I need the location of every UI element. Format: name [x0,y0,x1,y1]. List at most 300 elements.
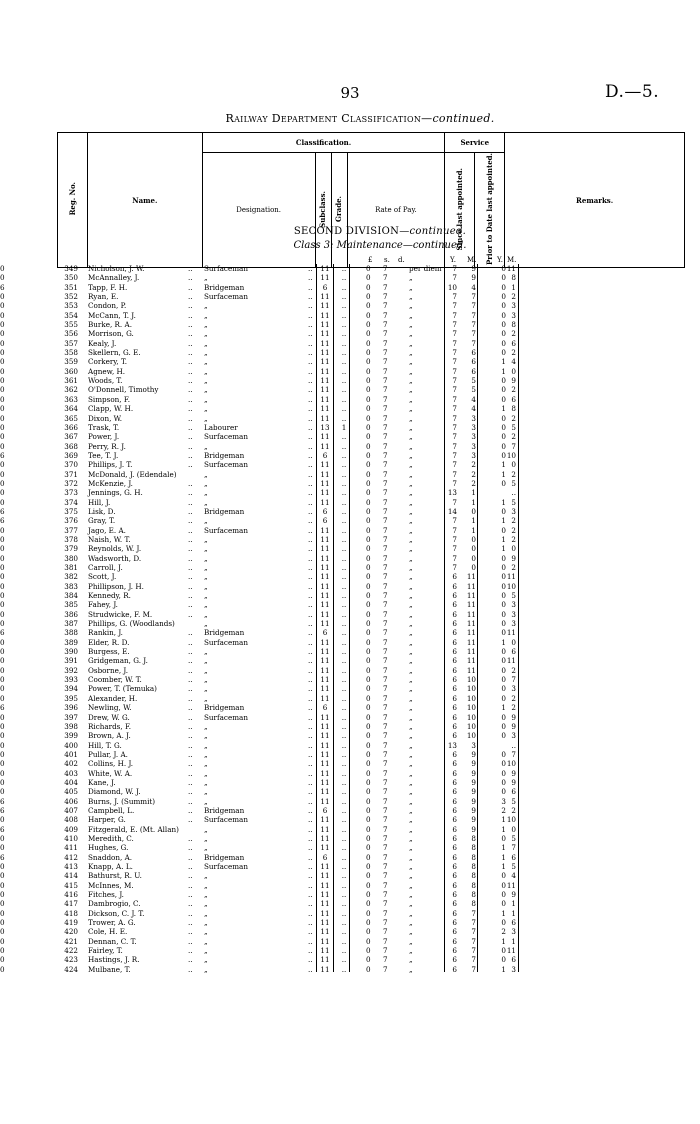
cell-reg-no: 397 [64,712,78,722]
cell-prior-years: 0 [501,955,506,965]
cell-grade: .. [341,366,347,376]
cell-prior-years: 1 [501,852,506,862]
cell-since-months: 11 [466,665,476,675]
cell-rate-pounds: 0 [366,516,371,526]
cell-since-months: 0 [471,563,476,572]
cell-since-years: 7 [452,553,457,563]
cell-reg-no: 400 [64,740,78,750]
cell-prior-years: 1 [501,964,506,974]
cell-rate-unit: „ [409,862,413,871]
cell-rate-unit: „ [409,338,413,348]
cell-since-months: 1 [471,497,476,507]
cell-rate-pounds: 0 [366,534,371,544]
cell-prior-years: 0 [501,731,506,741]
cell-rate-unit: „ [409,563,413,572]
cell-since-years: 6 [452,675,457,685]
cell-name: Carroll, J. [88,563,123,572]
cell-rate-pounds: 0 [366,544,371,554]
cell-subclass: 11 [320,918,330,928]
cell-prior-months: 6 [511,394,516,404]
cell-leader: .. [308,292,313,302]
cell-designation: „ [204,516,208,526]
col-designation: Designation. [202,153,315,268]
table-row [0,787,700,796]
table-row [0,946,700,955]
cell-grade: .. [341,628,347,638]
cell-since-years: 7 [452,394,457,404]
cell-prior-months: 0 [511,824,516,834]
cell-since-years: 14 [447,506,457,516]
cell-prior-years: 0 [501,693,506,703]
cell-prior-months: 11 [506,628,516,638]
cell-since-years: 7 [452,460,457,470]
cell-rate-pounds: 0 [366,460,371,470]
cell-grade: .. [341,656,347,666]
cell-rate-shillings: 7 [383,348,388,358]
cell-leader: .. [308,432,313,442]
cell-rate-shillings: 7 [383,936,388,946]
cell-rate-pence: 6 [0,282,5,292]
cell-prior-months: 3 [511,310,516,320]
table-row [0,619,700,628]
cell-rate-pounds: 0 [366,394,371,404]
cell-leader: .. [308,862,313,871]
cell-rate-pence: 0 [0,955,5,965]
cell-reg-no: 362 [64,385,78,395]
cell-rate-unit: „ [409,376,413,386]
cell-prior-months: 10 [506,815,516,825]
cell-since-months: 5 [471,385,476,395]
cell-rate-pence: 0 [0,581,5,591]
cell-subclass: 11 [320,862,330,871]
cell-rate-unit: „ [409,591,413,601]
cell-rate-unit: „ [409,805,413,815]
cell-name: Diamond, W. J. [88,787,141,797]
cell-since-months: 0 [471,544,476,554]
cell-leader: .. [188,544,193,554]
cell-rate-pence: 0 [0,413,5,423]
cell-subclass: 6 [322,852,328,862]
cell-grade: .. [341,553,347,563]
cell-prior-years: 0 [501,619,506,629]
cell-since-months: 7 [471,320,476,330]
cell-name: Hill, J. [88,497,111,507]
cell-reg-no: 371 [64,469,78,479]
cell-reg-no: 372 [64,478,78,488]
cell-prior-months: 6 [511,852,516,862]
cell-reg-no: 413 [64,862,78,871]
cell-prior-months: 2 [511,665,516,675]
cell-reg-no: 395 [64,693,78,703]
cell-rate-unit: „ [409,497,413,507]
cell-designation: „ [204,348,208,358]
cell-grade: .. [341,282,347,292]
table-row [0,797,700,806]
cell-since-months: 3 [471,740,476,750]
cell-leader: .. [188,908,193,918]
cell-prior-months: 6 [511,918,516,928]
cell-since-years: 6 [452,955,457,965]
cell-designation: „ [204,581,208,591]
cell-name: Drew, W. G. [88,712,130,722]
cell-since-years: 7 [452,292,457,302]
cell-rate-unit: „ [409,301,413,311]
cell-since-years: 6 [452,918,457,928]
cell-rate-pounds: 0 [366,946,371,956]
cell-prior-years: 0 [501,684,506,694]
cell-leader: .. [188,273,193,283]
cell-rate-unit: „ [409,852,413,862]
cell-since-years: 6 [452,824,457,834]
cell-leader: .. [308,534,313,544]
cell-prior-months: 1 [511,908,516,918]
cell-leader: .. [308,441,313,451]
cell-prior-months: 2 [511,525,516,535]
cell-subclass: 11 [320,563,330,572]
table-row [0,965,700,974]
cell-subclass: 6 [322,516,328,526]
cell-rate-unit: „ [409,656,413,666]
cell-leader: .. [188,637,193,647]
cell-rate-shillings: 7 [383,581,388,591]
cell-rate-pounds: 0 [366,292,371,302]
cell-rate-pounds: 0 [366,731,371,741]
cell-leader: .. [188,899,193,909]
cell-rate-unit: „ [409,292,413,302]
cell-since-months: 7 [471,946,476,956]
cell-rate-shillings: 7 [383,946,388,956]
cell-rate-unit: „ [409,703,413,713]
cell-designation: Surfaceman [204,292,248,302]
cell-since-years: 7 [452,348,457,358]
cell-rate-pence: 0 [0,647,5,657]
cell-prior-months: 5 [511,862,516,871]
col-classification: Classification. [202,133,445,153]
cell-prior-years: 0 [501,413,506,423]
cell-rate-pence: 0 [0,591,5,601]
cell-subclass: 11 [320,927,330,937]
cell-name: Gray, T. [88,516,116,526]
cell-rate-shillings: 7 [383,619,388,629]
cell-prior-years: 1 [501,637,506,647]
cell-prior-months: 2 [511,703,516,713]
cell-since-months: 0 [471,534,476,544]
cell-subclass: 11 [320,441,330,451]
cell-designation: Bridgeman [204,282,245,292]
cell-subclass: 11 [320,712,330,722]
cell-designation: Surfaceman [204,432,248,442]
cell-leader: .. [188,394,193,404]
cell-rate-unit: „ [409,955,413,965]
cell-since-months: 11 [466,619,476,629]
cell-prior-months: 5 [511,796,516,806]
cell-since-months: 2 [471,469,476,479]
cell-subclass: 11 [320,273,330,283]
cell-name: Jago, E. A. [88,525,126,535]
cell-rate-pence: 0 [0,787,5,797]
cell-rate-shillings: 7 [383,703,388,713]
cell-name: Naish, W. T. [88,534,131,544]
table-row [0,731,700,740]
cell-rate-pence: 0 [0,946,5,956]
cell-rate-pence: 0 [0,927,5,937]
cell-rate-pounds: 0 [366,366,371,376]
cell-leader: .. [308,329,313,339]
cell-prior-months: 2 [511,432,516,442]
cell-rate-shillings: 7 [383,404,388,414]
cell-prior-months: 11 [506,880,516,890]
cell-rate-pounds: 0 [366,348,371,358]
cell-grade: .. [341,329,347,339]
table-row [0,357,700,366]
table-row [0,899,700,908]
cell-leader: .. [308,273,313,283]
table-row [0,385,700,394]
cell-grade: .. [341,675,347,685]
cell-name: Kane, J. [88,777,116,787]
cell-prior-months: 3 [511,600,516,610]
cell-name: Mulbane, T. [88,964,131,974]
cell-rate-unit: „ [409,320,413,330]
cell-reg-no: 359 [64,357,78,367]
cell-rate-pounds: 0 [366,675,371,685]
cell-since-months: 11 [466,637,476,647]
cell-leader: .. [188,918,193,928]
cell-since-years: 6 [452,656,457,666]
cell-reg-no: 407 [64,805,78,815]
cell-prior-years: 1 [501,516,506,526]
cell-prior-years: 1 [501,843,506,853]
cell-rate-pounds: 0 [366,871,371,881]
cell-grade: .. [341,534,347,544]
cell-leader: .. [188,264,193,273]
cell-grade: .. [341,927,347,937]
cell-rate-shillings: 7 [383,805,388,815]
cell-prior-months: 5 [511,478,516,488]
cell-rate-pounds: 0 [366,506,371,516]
cell-grade: .. [341,908,347,918]
cell-subclass: 11 [320,684,330,694]
cell-reg-no: 358 [64,348,78,358]
cell-prior-months: 9 [511,553,516,563]
cell-name: Richards, F. [88,721,132,731]
unit-years-2: Y. [497,256,503,264]
cell-rate-shillings: 7 [383,665,388,675]
cell-rate-pounds: 0 [366,357,371,367]
cell-rate-pounds: 0 [366,936,371,946]
cell-reg-no: 403 [64,768,78,778]
cell-name: Ryan, E. [88,292,119,302]
cell-since-years: 7 [452,385,457,395]
table-row [0,488,700,497]
cell-since-months: 4 [471,404,476,414]
cell-rate-shillings: 7 [383,413,388,423]
cell-leader: .. [188,591,193,601]
cell-reg-no: 408 [64,815,78,825]
cell-name: Osborne, J. [88,665,129,675]
cell-prior-years: 0 [501,665,506,675]
cell-reg-no: 381 [64,563,78,572]
cell-since-years: 6 [452,927,457,937]
cell-designation: „ [204,768,208,778]
cell-reg-no: 382 [64,572,78,582]
cell-rate-pence: 6 [0,516,5,526]
cell-designation: „ [204,366,208,376]
cell-rate-pounds: 0 [366,684,371,694]
cell-since-months: 11 [466,572,476,582]
cell-leader: .. [188,787,193,797]
cell-subclass: 11 [320,497,330,507]
cell-grade: .. [341,871,347,881]
cell-subclass: 11 [320,787,330,797]
cell-designation: „ [204,693,208,703]
cell-rate-pence: 0 [0,469,5,479]
cell-name: Lisk, D. [88,506,116,516]
cell-designation: Surfaceman [204,712,248,722]
cell-name: McAnnalley, J. [88,273,140,283]
cell-reg-no: 410 [64,833,78,843]
cell-rate-unit: „ [409,918,413,928]
cell-rate-pounds: 0 [366,693,371,703]
cell-leader: .. [308,899,313,909]
cell-rate-pence: 0 [0,721,5,731]
cell-grade: .. [341,721,347,731]
cell-subclass: 11 [320,946,330,956]
cell-rate-pounds: 0 [366,852,371,862]
cell-rate-pounds: 0 [366,787,371,797]
cell-reg-no: 420 [64,927,78,937]
cell-subclass: 11 [320,908,330,918]
cell-leader: .. [308,815,313,825]
table-row [0,834,700,843]
cell-subclass: 11 [320,619,330,629]
cell-leader: .. [308,376,313,386]
cell-leader: .. [308,880,313,890]
cell-reg-no: 415 [64,880,78,890]
cell-rate-shillings: 7 [383,787,388,797]
cell-leader: .. [188,609,193,619]
cell-rate-shillings: 7 [383,824,388,834]
cell-designation: „ [204,572,208,582]
cell-since-months: 8 [471,843,476,853]
cell-name: Knapp, A. L. [88,862,133,871]
cell-subclass: 11 [320,553,330,563]
cell-prior-years: 0 [501,712,506,722]
cell-rate-pence: 0 [0,740,5,750]
cell-leader: .. [308,460,313,470]
col-reg-no: Reg. No. [58,133,88,268]
cell-subclass: 11 [320,572,330,582]
cell-rate-pence: 0 [0,394,5,404]
cell-since-months: 6 [471,366,476,376]
cell-grade: .. [341,450,347,460]
cell-rate-shillings: 7 [383,572,388,582]
table-row [0,423,700,432]
cell-grade: .. [341,936,347,946]
cell-name: Corkery, T. [88,357,128,367]
cell-since-months: 10 [466,712,476,722]
cell-rate-pounds: 0 [366,282,371,292]
cell-subclass: 11 [320,460,330,470]
cell-designation: „ [204,488,208,498]
cell-leader: .. [308,805,313,815]
cell-rate-pence: 6 [0,824,5,834]
cell-name: Phillips, G. (Woodlands) [88,619,175,629]
cell-leader: .. [308,591,313,601]
cell-rate-shillings: 7 [383,656,388,666]
cell-designation: „ [204,320,208,330]
cell-designation: Surfaceman [204,862,248,871]
cell-rate-pounds: 0 [366,899,371,909]
cell-rate-pounds: 0 [366,469,371,479]
cell-designation: „ [204,777,208,787]
cell-leader: .. [188,488,193,498]
unit-months-1: M. [467,256,477,264]
cell-since-months: 9 [471,768,476,778]
cell-prior-years: 0 [501,600,506,610]
cell-since-years: 6 [452,768,457,778]
cell-rate-shillings: 7 [383,628,388,638]
cell-rate-shillings: 7 [383,525,388,535]
cell-prior-years: 0 [501,329,506,339]
cell-grade: .. [341,273,347,283]
cell-designation: „ [204,946,208,956]
cell-since-months: 3 [471,413,476,423]
cell-grade: .. [341,899,347,909]
cell-name: Elder, R. D. [88,637,130,647]
table-row [0,311,700,320]
cell-rate-unit: „ [409,357,413,367]
cell-subclass: 11 [320,890,330,900]
cell-leader: .. [188,862,193,871]
cell-name: Tapp, F. H. [88,282,128,292]
cell-grade: .. [341,749,347,759]
cell-since-years: 6 [452,796,457,806]
cell-since-months: 7 [471,292,476,302]
cell-leader: .. [188,338,193,348]
cell-prior-years: 0 [501,581,506,591]
cell-name: Meredith, C. [88,833,134,843]
cell-grade: .. [341,740,347,750]
cell-prior-months: 9 [511,376,516,386]
cell-since-years: 7 [452,338,457,348]
cell-rate-unit: „ [409,890,413,900]
cell-rate-pounds: 0 [366,880,371,890]
cell-reg-no: 418 [64,908,78,918]
cell-rate-unit: „ [409,534,413,544]
cell-prior-years: 0 [501,591,506,601]
cell-designation: Surfaceman [204,525,248,535]
cell-subclass: 11 [320,544,330,554]
cell-since-years: 6 [452,964,457,974]
cell-reg-no: 399 [64,731,78,741]
cell-leader: .. [188,628,193,638]
cell-grade: 1 [341,422,347,432]
cell-rate-unit: „ [409,619,413,629]
cell-rate-pounds: 0 [366,441,371,451]
cell-rate-shillings: 7 [383,264,388,273]
cell-rate-unit: „ [409,544,413,554]
cell-prior-months: 2 [511,563,516,572]
cell-since-years: 6 [452,684,457,694]
cell-prior-months: 3 [511,927,516,937]
table-row [0,572,700,581]
unit-pounds: £ [368,256,373,264]
cell-grade: .. [341,506,347,516]
cell-subclass: 11 [320,759,330,769]
cell-leader: .. [308,450,313,460]
cell-rate-pence: 6 [0,805,5,815]
